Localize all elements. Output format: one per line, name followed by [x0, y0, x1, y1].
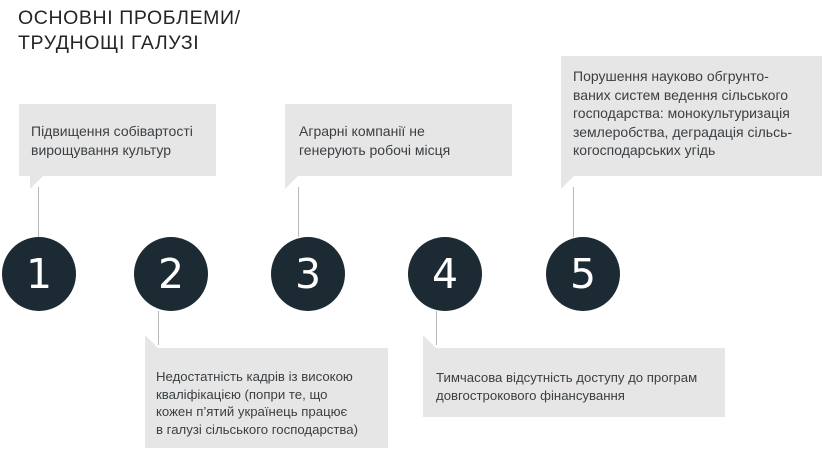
problem-4-line-1: Тимчасова відсутність доступу до програм	[436, 370, 698, 385]
connector-line-5	[573, 187, 574, 237]
connector-line-3	[298, 187, 299, 237]
problem-box-5	[561, 56, 822, 176]
problem-2-line-2: кваліфікацією (попри те, що	[156, 386, 328, 402]
connector-line-2	[158, 311, 159, 345]
step-circle-4: 4	[408, 237, 482, 311]
step-circle-5: 5	[546, 237, 620, 311]
title-line-2: ТРУДНОЩІ ГАЛУЗІ	[18, 32, 200, 54]
connector-line-4	[436, 311, 437, 345]
connector-line-1	[38, 187, 39, 237]
problem-3-line-1: Аграрні компанії не	[299, 123, 425, 139]
problem-2-line-4: в галузі сільського господарства)	[156, 421, 358, 437]
problem-box-2-pointer	[145, 335, 158, 348]
problem-box-3-pointer	[285, 176, 298, 189]
problem-box-3	[285, 104, 512, 176]
page-title	[18, 6, 241, 56]
problem-5-line-1: Порушення науково обгрунто-	[573, 68, 769, 84]
problem-box-4	[423, 348, 725, 417]
step-circle-3: 3	[271, 237, 345, 311]
problem-box-2	[145, 348, 388, 448]
problem-2-line-3: кожен п’ятий українець працює	[156, 404, 348, 419]
title-line-1: ОСНОВНІ ПРОБЛЕМИ/	[18, 7, 241, 29]
problem-3-line-2: генерують робочі місця	[299, 141, 451, 158]
problem-2-line-1: Недостатність кадрів із високою	[156, 369, 353, 384]
problem-4-line-2: довгострокового фінансування	[436, 387, 625, 403]
problem-5-line-3: господарства: монокультуризація	[573, 105, 790, 121]
problem-1-line-1: Підвищення собівартості	[31, 123, 193, 139]
step-circle-1: 1	[2, 237, 76, 311]
problem-box-1	[19, 104, 216, 176]
problem-5-line-2: ваних систем ведення сільського	[573, 86, 789, 103]
problem-5-line-4: землеробства, деградація сільсь-	[573, 123, 793, 140]
problem-box-4-pointer	[423, 335, 436, 348]
step-circle-2: 2	[134, 237, 208, 311]
problem-box-1-pointer	[30, 176, 43, 189]
problem-5-line-5: когосподарських угідь	[573, 142, 716, 158]
problem-1-line-2: вирощування культур	[31, 141, 172, 158]
